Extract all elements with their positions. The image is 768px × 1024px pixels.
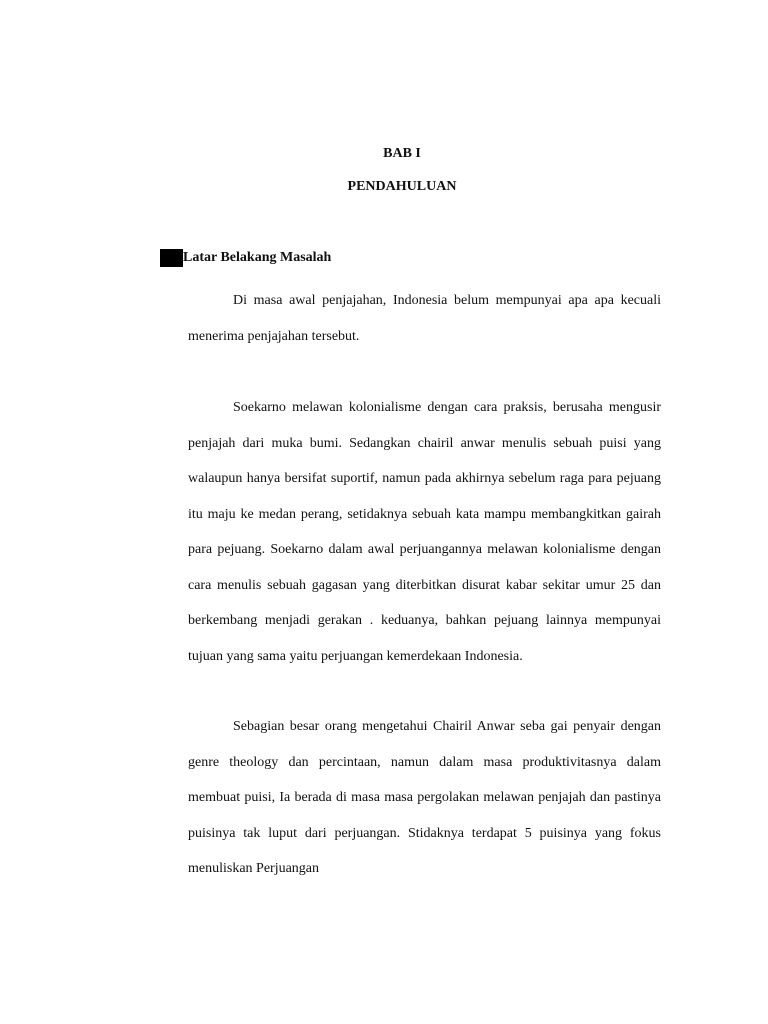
chapter-title: PENDAHULUAN [347,179,457,194]
chapter-number: BAB I [383,146,421,161]
section-heading [160,249,331,267]
paragraph-3 [188,709,661,887]
section-heading-text: Latar Belakang Masalah [183,250,332,265]
paragraph-text: Sebagian besar orang mengetahui Chairil Anwar seba gai penyair dengan genre theology dan percintaan, namun dalam masa produktivitasnya dalam membuat puisi, Ia berada di masa masa pergolakan melawan penjajah dan pastinya puisinya tak luput dari perjuangan. Stidaknya terdapat 5 puisinya yang fokus menuliskan Perjuangan [188,719,661,876]
paragraph-text: Di masa awal penjajahan, Indonesia belum mempunyai apa apa kecuali menerima penjajahan tersebut. [188,293,661,344]
redaction-box [160,249,183,267]
paragraph-1 [188,283,661,354]
paragraph-text: Soekarno melawan kolonialisme dengan cara praksis, berusaha mengusir penjajah dari muka bumi. Sedangkan chairil anwar menulis sebuah puisi yang walaupun hanya bersifat suportif, namun pada akhirnya sebelum raga para pejuang itu maju ke medan perang, setidaknya sebuah kata mampu membangkitkan gairah para pejuang. Soekarno dalam awal perjuangannya melawan kolonialisme dengan cara menulis sebuah gagasan yang diterbitkan disurat kabar sekitar umur 25 dan berkembang menjadi gerakan . keduanya, bahkan pejuang lainnya mempunyai tujuan yang sama yaitu perjuangan kemerdekaan Indonesia. [188,400,661,664]
paragraph-2 [188,390,661,674]
